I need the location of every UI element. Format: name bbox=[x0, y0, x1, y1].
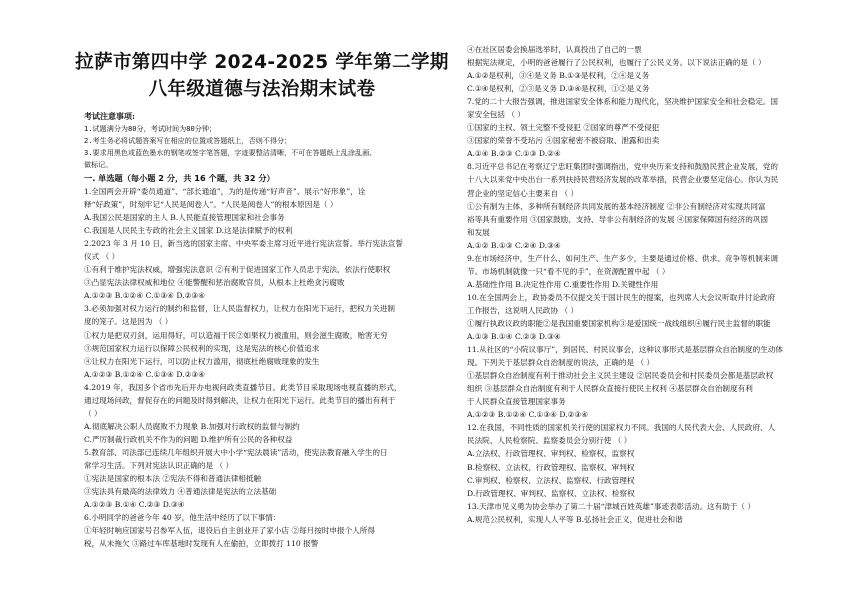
left-column bbox=[75, 0, 454, 550]
question-line: 度的笼子。这是因为 （ ） bbox=[84, 317, 173, 327]
question-line: ③宪法具有最高的法律效力 ④普通法律是宪法的立法基础 bbox=[84, 487, 277, 497]
title-block bbox=[70, 0, 454, 103]
notice-list bbox=[84, 123, 454, 171]
question-line: D.行政管理权、审判权、监察权、立法权、检察权 bbox=[467, 488, 635, 498]
question-line: ①基层群众自治制度有利于推动社会主义民主建设 ②居民委员会和村民委员会都是基层政权 bbox=[467, 371, 774, 381]
question-line: B.检察权、立法权、行政管理权、监察权、审判权 bbox=[467, 462, 635, 472]
question-line: 家安全包括 （ ） bbox=[467, 110, 525, 120]
question-line: 4.2019 年，我国多个省市先后开办电视问政类直播节目。此类节目采取现场电视直播的形式， bbox=[84, 382, 402, 392]
question-line: 组织 ③基层群众自治制度有利于人民群众直接行使民主权利 ④基层群众自治制度有利 bbox=[467, 384, 753, 394]
question-line: 常学习生活。下列对宪法认识正确的是 （ ） bbox=[84, 460, 234, 470]
exam-title-line1: 拉萨市第四中学 2024-2025 学年第二学期 bbox=[75, 52, 449, 73]
question-line: C.①④是权利，②③是义务 D.③④是权利，①②是义务 bbox=[467, 84, 650, 94]
question-line: A.我国公民是国家的主人 B.人民能直接管理国家和社会事务 bbox=[84, 213, 285, 223]
question-line: 工作报告，这说明人民政协 （ ） bbox=[467, 305, 579, 315]
question-line: 十八大以来党中央出台一系列扶持民营经济发展的改革举措，民营企业要坚定信心。你认为民 bbox=[467, 175, 779, 185]
question-line: 民法院、人民检察院、监察委员会分别行使 （ ） bbox=[467, 436, 632, 446]
question-line: 1.全国两会开辟“委员通道”、“部长通道”，为的是传递“好声音”、展示“好形象”，诠 bbox=[84, 187, 366, 196]
question-line: 11.从社区的“小院议事厅”，到居民、村民议事会，这种议事形式是基层群众自治制度的生动体 bbox=[467, 345, 783, 355]
question-line: ③规范国家权力运行以保障公民权利的实现，这是宪法的核心价值追求 bbox=[84, 343, 320, 353]
question-line: （ ） bbox=[84, 408, 102, 418]
question-line: ④让权力在阳光下运行，可以防止权力滥用，彻底杜绝腐败现象的发生 bbox=[84, 356, 320, 366]
question-line: 2.2023 年 3 月 10 日，新当选的国家主席、中央军委主席习近平进行宪法宣誓。举行宪法宣誓 bbox=[84, 239, 403, 249]
question-line: 6.小明同学的爸爸今年 40 岁，他生活中经历了以下事情： bbox=[84, 513, 281, 523]
question-line: C.严厉制裁行政机关不作为的问题 D.维护所有公民的各种权益 bbox=[84, 434, 293, 444]
question-line: ①宪法是国家的根本法 ②宪法不得和普通法律相抵触 bbox=[84, 474, 262, 484]
question-line: C.我国是人民民主专政的社会主义国家 D.这是法律赋予的权利 bbox=[84, 226, 293, 236]
question-line: ③国家的荣誉不受玷污 ④国家秘密不被窃取、泄露和出卖 bbox=[467, 136, 660, 146]
question-line: ①年轻时响应国家号召参军入伍，退役后自主创业开了家小店 ②每月按时申报个人所得 bbox=[84, 526, 375, 536]
question-line: ①履行执政议政的职能②是我国重要国家机构③是爱国统一战线组织④履行民主监督的职能 bbox=[467, 318, 771, 328]
question-line: ①公有制为主体、多种所有制经济共同发展的基本经济制度 ②非公有制经济对实现共同富 bbox=[467, 201, 766, 211]
question-line: A.①② B.①③ C.②④ D.③④ bbox=[467, 240, 561, 250]
notice-item: 1.试题满分为80分，考试时间为80分钟； bbox=[84, 124, 217, 133]
notice-item: 3.要求用黑色或蓝色墨水的钢笔或签字笔答题，字迹要整洁清晰，不可在答题纸上乱涂乱画、 bbox=[84, 148, 377, 157]
question-line: 10.在全国两会上，政协委员不仅提交关于国计民生的提案，也列席人大会议听取并讨论政府 bbox=[467, 292, 776, 302]
question-line: A.①②是权利，③④是义务 B.①③是权利，②④是义务 bbox=[467, 71, 650, 81]
question-line: 通过现场问政，督促存在的问题及时得到解决，让权力在阳光下运行。此类节目的播出有利于 bbox=[84, 395, 396, 405]
question-line: A.①②③ B.①②④ C.①③④ D.②③④ bbox=[84, 291, 206, 301]
question-line: 裕等具有重要作用 ③国家鼓励、支持、导非公有制经济的发展 ④国家保障国有经济的巩固 bbox=[467, 214, 768, 224]
question-line: A.规范公民权利，实现人人平等 B.弘扬社会正义，促进社会和谐 bbox=[467, 514, 683, 524]
question-line: ①权力是把双刃剑，运用得好，可以造福于民②如果权力被滥用，则会滋生腐败，贻害无穷 bbox=[84, 330, 388, 340]
question-line: 根据宪法规定，小明的爸爸履行了公民权利，也履行了公民义务。以下说法正确的是（ ） bbox=[467, 58, 766, 68]
question-line: A.彻底解决公职人员腐败不力现象 B.加强对行政权的监督与制约 bbox=[84, 421, 300, 431]
question-line: 12.在我国，不同性质的国家机关行使的国家权力不同。我国的人民代表大会、人民政府、人 bbox=[467, 423, 776, 433]
question-line: A.①②③ B.①④ C.②③ D.③④ bbox=[84, 500, 185, 510]
question-line: 仪式 （ ） bbox=[84, 252, 120, 262]
question-line: 和发展 bbox=[467, 227, 490, 237]
question-line: 9.在市场经济中，生产什么、如何生产、生产多少，主要是通过价格、供求、竞争等机制来调 bbox=[467, 253, 778, 263]
question-line: A.①④ B.②③ C.①③ D.②④ bbox=[467, 149, 561, 159]
question-line: 释“好政策”，时刻牢记“人民是阅卷人”。“人民是阅卷人”的根本原因是（ ） bbox=[84, 200, 338, 210]
question-line: 3.必须加强对权力运行的制约和监督，让人民监督权力，让权力在阳光下运行，把权力关进制 bbox=[84, 304, 395, 314]
notice-heading: 考试注意事项: bbox=[84, 111, 135, 121]
question-line: ④在社区居委会换届选举时，认真投出了自己的一票 bbox=[467, 45, 642, 54]
notice-item: 做标记。 bbox=[84, 160, 113, 169]
question-line: ①国家的主权、领土完整不受侵犯 ②国家的尊严不受侵犯 bbox=[467, 123, 660, 133]
question-line: C.审判权、检察权、立法权、监察权、行政管理权 bbox=[467, 475, 635, 485]
question-line: 7.党的二十大报告强调，推进国家安全体系和能力现代化，坚决维护国家安全和社会稳定。国 bbox=[467, 97, 778, 107]
question-line: 5.教育部、司法部已连续几年组织开展大中小学“宪法晨读”活动，使宪法教育融入学生的日 bbox=[84, 447, 388, 457]
question-line: A.基础性作用 B.决定性作用 C.重要性作用 D.关键性作用 bbox=[467, 279, 659, 289]
left-question-text bbox=[84, 185, 454, 550]
question-line: 8.习近平总书记在考察辽宁忠旺集团时强调指出，党中央历来支持和鼓励民营企业发展，党的 bbox=[467, 162, 778, 172]
question-line: 税，从未拖欠 ③路过车库基地时发现有人在偷拍，立即拨打 110 报警 bbox=[84, 539, 319, 549]
question-line: 营企业的坚定信心主要来自 （ ） bbox=[467, 188, 579, 198]
question-line: A.①②③ B.①②④ C.①③④ D.②③④ bbox=[467, 410, 589, 420]
right-question-text bbox=[467, 43, 847, 526]
question-line: ③凸显宪法法律权威和地位 ④能警醒和惩治腐败官员，从根本上杜绝贪污腐败 bbox=[84, 278, 345, 288]
question-line: 现。下列关于基层群众自治制度的说法，正确的是 （ ） bbox=[467, 358, 655, 368]
right-column bbox=[467, 43, 847, 526]
question-line: 节。市场机制就像一只“看不见的手”，在资源配置中起 （ ） bbox=[467, 266, 670, 276]
exam-title-line2: 八年级道德与法治期末试卷 bbox=[148, 79, 376, 100]
question-line: A.立法权、行政管理权、审判权、检察权、监察权 bbox=[467, 449, 635, 459]
notice-item: 2.考生务必将试题答案写在相应的位置或答题纸上，否则不得分； bbox=[84, 136, 292, 145]
question-line: A.①③ B.①④ C.②③ D.③④ bbox=[467, 332, 561, 342]
question-line: A.①②③ B.①②④ C.①③④ D.②③④ bbox=[84, 369, 206, 379]
question-line: ①有利于维护宪法权威，增强宪法意识 ②有利于促进国家工作人员忠于宪法，依法行使职权 bbox=[84, 265, 391, 275]
question-line: 13.天津市见义勇为协会举办了第二十届“津城百姓英雄”事迹表彰活动。这有助于（ ） bbox=[467, 501, 756, 511]
section-heading: 一. 单选题（每小题 2 分，共 16 个题，共 32 分） bbox=[84, 173, 275, 183]
question-line: 于人民群众直接管理国家事务 bbox=[467, 397, 566, 407]
